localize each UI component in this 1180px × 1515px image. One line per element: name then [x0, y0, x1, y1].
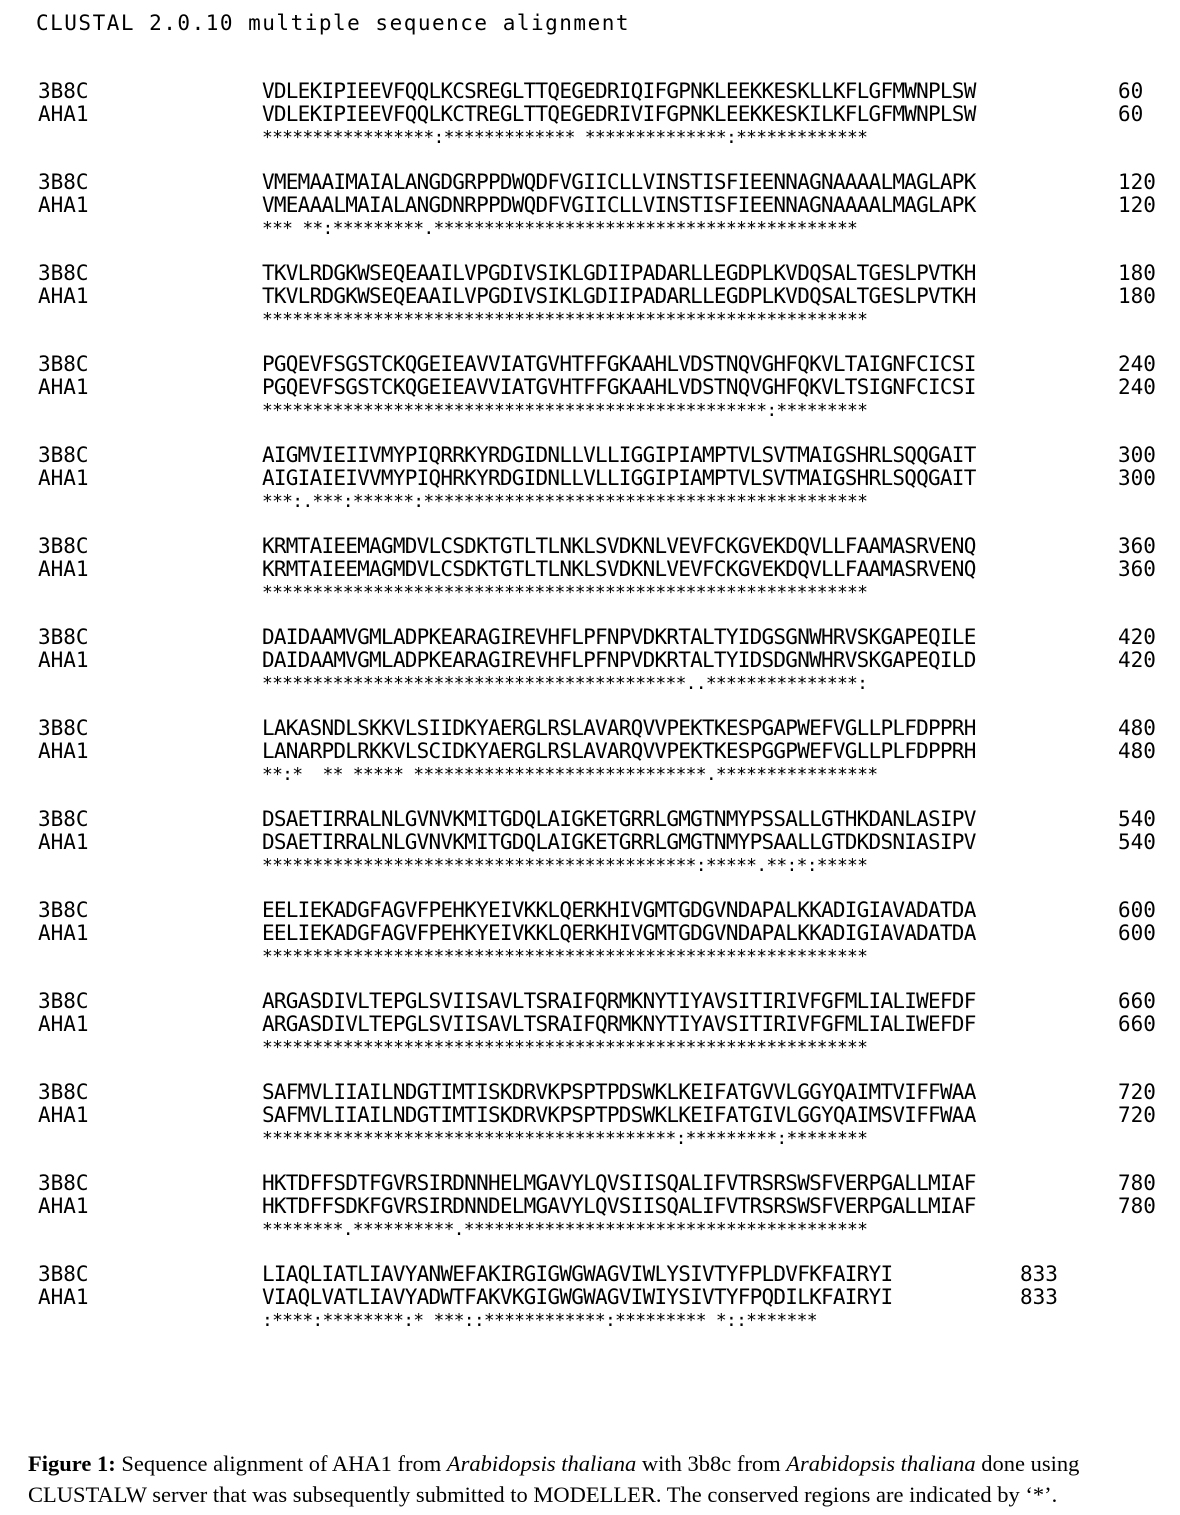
- sequence-residues: TKVLRDGKWSEQEAAILVPGDIVSIKLGDIIPADARLLEGDPLKVDQSALTGESLPVTKH: [262, 261, 976, 285]
- alignment-block: [0, 990, 1180, 1081]
- residue-position: 120: [1118, 170, 1156, 194]
- sequence-name: 3B8C: [38, 1080, 89, 1104]
- residue-position: 780: [1118, 1194, 1156, 1218]
- sequence-residues: EELIEKADGFAGVFPEHKYEIVKKLQERKHIVGMTGDGVNDAPALKKADIGIAVADATDA: [262, 898, 976, 922]
- sequence-name: AHA1: [38, 193, 89, 217]
- alignment-block: [0, 1172, 1180, 1263]
- conservation-line: *** **:*********.******************************************: [262, 218, 858, 239]
- conservation-line: **:* ** ***** *****************************.****************: [262, 764, 878, 785]
- conservation-line: **************************************************:*********: [262, 400, 868, 421]
- sequence-name: 3B8C: [38, 170, 89, 194]
- sequence-row: [0, 376, 1180, 399]
- sequence-residues: SAFMVLIIAILNDGTIMTISKDRVKPSPTPDSWKLKEIFATGVVLGGYQAIMTVIFFWAA: [262, 1080, 976, 1104]
- alignment-block: [0, 808, 1180, 899]
- sequence-residues: AIGMVIEIIVMYPIQRRKYRDGIDNLLVLLIGGIPIAMPTVLSVTMAIGSHRLSQQGAIT: [262, 443, 976, 467]
- sequence-row: [0, 353, 1180, 376]
- sequence-row: [0, 649, 1180, 672]
- figure-caption: [28, 1448, 1168, 1510]
- sequence-row: [0, 535, 1180, 558]
- sequence-row: [0, 899, 1180, 922]
- alignment-block: [0, 171, 1180, 262]
- caption-text: with 3b8c from: [636, 1451, 787, 1476]
- sequence-name: AHA1: [38, 1285, 89, 1309]
- sequence-residues: DAIDAAMVGMLADPKEARAGIREVHFLPFNPVDKRTALTYIDSDGNWHRVSKGAPEQILD: [262, 648, 976, 672]
- sequence-name: 3B8C: [38, 1171, 89, 1195]
- residue-position: 480: [1118, 716, 1156, 740]
- sequence-row: [0, 1286, 1180, 1309]
- sequence-name: 3B8C: [38, 807, 89, 831]
- sequence-name: 3B8C: [38, 989, 89, 1013]
- sequence-residues: DSAETIRRALNLGVNVKMITGDQLAIGKETGRRLGMGTNMYPSSALLGTHKDANLASIPV: [262, 807, 976, 831]
- residue-position: 780: [1118, 1171, 1156, 1195]
- sequence-name: 3B8C: [38, 534, 89, 558]
- residue-position: 240: [1118, 375, 1156, 399]
- residue-position: 600: [1118, 921, 1156, 945]
- residue-position: 660: [1118, 989, 1156, 1013]
- residue-position: 833: [1020, 1285, 1058, 1309]
- caption-text: done using CLUSTALW server that was subsequently submitted to MODELLER. The conserved regions are indicated by ‘*’.: [28, 1451, 1080, 1507]
- sequence-row: [0, 922, 1180, 945]
- sequence-residues: EELIEKADGFAGVFPEHKYEIVKKLQERKHIVGMTGDGVNDAPALKKADIGIAVADATDA: [262, 921, 976, 945]
- sequence-row: [0, 1104, 1180, 1127]
- sequence-name: 3B8C: [38, 898, 89, 922]
- conservation-line: *******************************************:*****.**:*:*****: [262, 855, 868, 876]
- sequence-row: [0, 717, 1180, 740]
- sequence-row: [0, 1081, 1180, 1104]
- figure-label: Figure 1:: [28, 1451, 116, 1476]
- species-name: Arabidopsis thaliana: [786, 1451, 976, 1476]
- sequence-name: AHA1: [38, 739, 89, 763]
- sequence-row: [0, 467, 1180, 490]
- conservation-line: ***:.***:******:********************************************: [262, 491, 868, 512]
- sequence-residues: KRMTAIEEMAGMDVLCSDKTGTLTLNKLSVDKNLVEVFCKGVEKDQVLLFAAMASRVENQ: [262, 557, 976, 581]
- sequence-residues: LANARPDLRKKVLSCIDKYAERGLRSLAVARQVVPEKTKESPGGPWEFVGLLPLFDPPRH: [262, 739, 976, 763]
- residue-position: 240: [1118, 352, 1156, 376]
- conservation-line: ************************************************************: [262, 582, 868, 603]
- conservation-line: ************************************************************: [262, 946, 868, 967]
- sequence-name: AHA1: [38, 1194, 89, 1218]
- sequence-name: 3B8C: [38, 625, 89, 649]
- sequence-row: [0, 103, 1180, 126]
- sequence-residues: ARGASDIVLTEPGLSVIISAVLTSRAIFQRMKNYTIYAVSITIRIVFGFMLIALIWEFDF: [262, 989, 976, 1013]
- residue-position: 720: [1118, 1103, 1156, 1127]
- sequence-residues: VDLEKIPIEEVFQQLKCTREGLTTQEGEDRIVIFGPNKLEEKKESKILKFLGFMWNPLSW: [262, 102, 976, 126]
- sequence-name: AHA1: [38, 375, 89, 399]
- sequence-residues: TKVLRDGKWSEQEAAILVPGDIVSIKLGDIIPADARLLEGDPLKVDQSALTGESLPVTKH: [262, 284, 976, 308]
- sequence-name: AHA1: [38, 284, 89, 308]
- alignment-block: [0, 353, 1180, 444]
- sequence-row: [0, 990, 1180, 1013]
- sequence-residues: DSAETIRRALNLGVNVKMITGDQLAIGKETGRRLGMGTNMYPSAALLGTDKDSNIASIPV: [262, 830, 976, 854]
- residue-position: 420: [1118, 648, 1156, 672]
- residue-position: 180: [1118, 261, 1156, 285]
- sequence-residues: LIAQLIATLIAVYANWEFAKIRGIGWGWAGVIWLYSIVTYFPLDVFKFAIRYI: [262, 1262, 893, 1286]
- sequence-residues: AIGIAIEIVVMYPIQHRKYRDGIDNLLVLLIGGIPIAMPTVLSVTMAIGSHRLSQQGAIT: [262, 466, 976, 490]
- conservation-line: ******************************************..***************:: [262, 673, 868, 694]
- sequence-residues: VIAQLVATLIAVYADWTFAKVKGIGWGWAGVIWIYSIVTYFPQDILKFAIRYI: [262, 1285, 893, 1309]
- sequence-name: AHA1: [38, 466, 89, 490]
- sequence-row: [0, 194, 1180, 217]
- sequence-name: 3B8C: [38, 716, 89, 740]
- sequence-residues: PGQEVFSGSTCKQGEIEAVVIATGVHTFFGKAAHLVDSTNQVGHFQKVLTAIGNFCICSI: [262, 352, 976, 376]
- residue-position: 480: [1118, 739, 1156, 763]
- caption-text: Sequence alignment of AHA1 from: [115, 1451, 447, 1476]
- alignment-block: [0, 535, 1180, 626]
- alignment-block: [0, 899, 1180, 990]
- alignment-block: [0, 262, 1180, 353]
- residue-position: 660: [1118, 1012, 1156, 1036]
- sequence-row: [0, 1263, 1180, 1286]
- sequence-row: [0, 740, 1180, 763]
- sequence-name: 3B8C: [38, 1262, 89, 1286]
- sequence-name: 3B8C: [38, 261, 89, 285]
- sequence-name: AHA1: [38, 1103, 89, 1127]
- sequence-name: AHA1: [38, 102, 89, 126]
- sequence-row: [0, 171, 1180, 194]
- sequence-name: AHA1: [38, 1012, 89, 1036]
- conservation-line: ********.**********.****************************************: [262, 1219, 868, 1240]
- conservation-line: ************************************************************: [262, 309, 868, 330]
- sequence-name: AHA1: [38, 648, 89, 672]
- sequence-row: [0, 80, 1180, 103]
- sequence-name: 3B8C: [38, 79, 89, 103]
- sequence-row: [0, 831, 1180, 854]
- sequence-residues: KRMTAIEEMAGMDVLCSDKTGTLTLNKLSVDKNLVEVFCKGVEKDQVLLFAAMASRVENQ: [262, 534, 976, 558]
- sequence-row: [0, 558, 1180, 581]
- species-name: Arabidopsis thaliana: [446, 1451, 637, 1476]
- conservation-line: *****************************************:*********:********: [262, 1128, 868, 1149]
- conservation-line: *****************:************* **************:*************: [262, 127, 868, 148]
- alignment-block: [0, 1263, 1180, 1354]
- residue-position: 180: [1118, 284, 1156, 308]
- residue-position: 360: [1118, 534, 1156, 558]
- sequence-residues: SAFMVLIIAILNDGTIMTISKDRVKPSPTPDSWKLKEIFATGIVLGGYQAIMSVIFFWAA: [262, 1103, 976, 1127]
- sequence-residues: ARGASDIVLTEPGLSVIISAVLTSRAIFQRMKNYTIYAVSITIRIVFGFMLIALIWEFDF: [262, 1012, 976, 1036]
- sequence-name: 3B8C: [38, 352, 89, 376]
- sequence-row: [0, 1172, 1180, 1195]
- sequence-residues: VDLEKIPIEEVFQQLKCSREGLTTQEGEDRIQIFGPNKLEEKKESKLLKFLGFMWNPLSW: [262, 79, 976, 103]
- residue-position: 60: [1118, 79, 1144, 103]
- residue-position: 600: [1118, 898, 1156, 922]
- residue-position: 833: [1020, 1262, 1058, 1286]
- residue-position: 540: [1118, 830, 1156, 854]
- sequence-row: [0, 262, 1180, 285]
- alignment-blocks: [0, 80, 1180, 1354]
- sequence-row: [0, 1195, 1180, 1218]
- sequence-residues: DAIDAAMVGMLADPKEARAGIREVHFLPFNPVDKRTALTYIDGSGNWHRVSKGAPEQILE: [262, 625, 976, 649]
- alignment-header: CLUSTAL 2.0.10 multiple sequence alignment: [36, 11, 631, 35]
- conservation-line: :****:********:* ***::************:********* *::*******: [262, 1310, 817, 1331]
- residue-position: 300: [1118, 466, 1156, 490]
- sequence-row: [0, 285, 1180, 308]
- alignment-block: [0, 80, 1180, 171]
- residue-position: 540: [1118, 807, 1156, 831]
- residue-position: 300: [1118, 443, 1156, 467]
- residue-position: 720: [1118, 1080, 1156, 1104]
- sequence-name: AHA1: [38, 921, 89, 945]
- residue-position: 360: [1118, 557, 1156, 581]
- conservation-line: ************************************************************: [262, 1037, 868, 1058]
- sequence-row: [0, 626, 1180, 649]
- sequence-residues: VMEMAAIMAIALANGDGRPPDWQDFVGIICLLVINSTISFIEENNAGNAAAALMAGLAPK: [262, 170, 976, 194]
- sequence-row: [0, 1013, 1180, 1036]
- residue-position: 120: [1118, 193, 1156, 217]
- residue-position: 420: [1118, 625, 1156, 649]
- sequence-name: AHA1: [38, 830, 89, 854]
- sequence-name: 3B8C: [38, 443, 89, 467]
- alignment-block: [0, 1081, 1180, 1172]
- sequence-row: [0, 808, 1180, 831]
- sequence-residues: HKTDFFSDTFGVRSIRDNNHELMGAVYLQVSIISQALIFVTRSRSWSFVERPGALLMIAF: [262, 1171, 976, 1195]
- residue-position: 60: [1118, 102, 1144, 126]
- sequence-residues: LAKASNDLSKKVLSIIDKYAERGLRSLAVARQVVPEKTKESPGAPWEFVGLLPLFDPPRH: [262, 716, 976, 740]
- sequence-residues: PGQEVFSGSTCKQGEIEAVVIATGVHTFFGKAAHLVDSTNQVGHFQKVLTSIGNFCICSI: [262, 375, 976, 399]
- sequence-residues: HKTDFFSDKFGVRSIRDNNDELMGAVYLQVSIISQALIFVTRSRSWSFVERPGALLMIAF: [262, 1194, 976, 1218]
- sequence-name: AHA1: [38, 557, 89, 581]
- alignment-block: [0, 444, 1180, 535]
- alignment-block: [0, 717, 1180, 808]
- alignment-block: [0, 626, 1180, 717]
- sequence-residues: VMEAAALMAIALANGDNRPPDWQDFVGIICLLVINSTISFIEENNAGNAAAALMAGLAPK: [262, 193, 976, 217]
- sequence-row: [0, 444, 1180, 467]
